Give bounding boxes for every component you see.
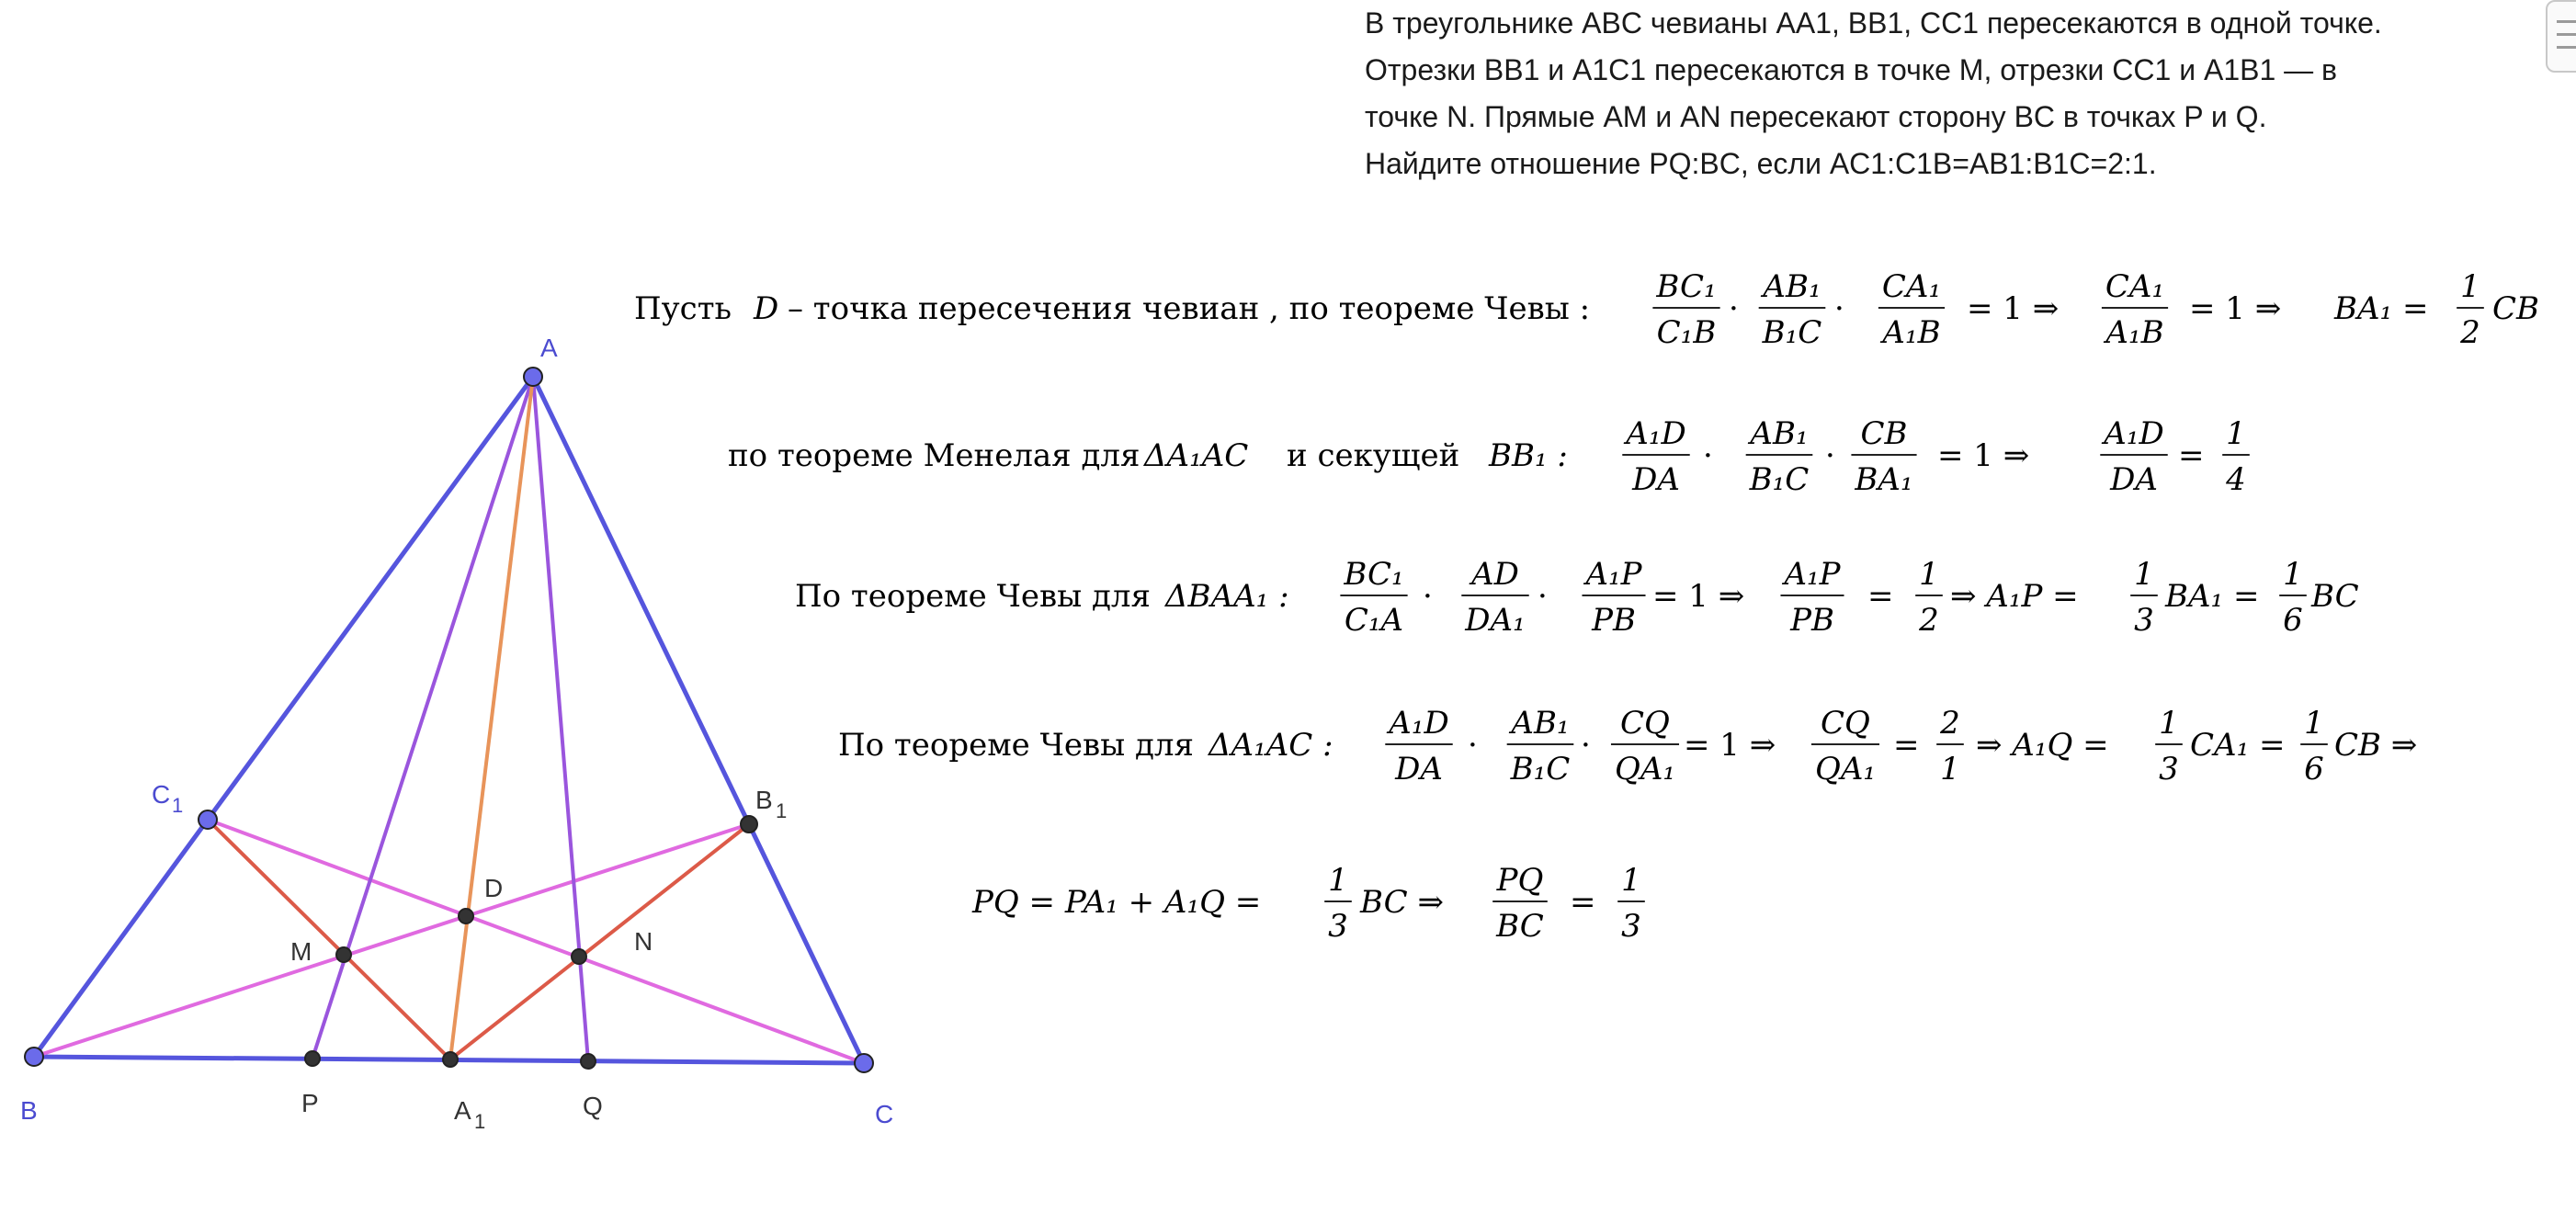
fraction (1461, 556, 1528, 639)
fraction-numerator: BC₁ (1656, 268, 1717, 305)
svg-text:BC: BC (2311, 578, 2359, 615)
fraction-numerator: 1 (2226, 415, 2246, 452)
svg-text:·: · (1423, 578, 1433, 615)
fraction (2300, 705, 2328, 787)
fraction-numerator: A₁D (1626, 415, 1686, 452)
fraction-numerator: CB (1860, 415, 1908, 452)
fraction (1851, 415, 1916, 498)
label-d: D (484, 874, 504, 902)
fraction (2279, 556, 2307, 639)
fraction-denominator: C₁B (1656, 314, 1717, 351)
fraction (1324, 862, 1352, 945)
fraction (1611, 705, 1679, 787)
fraction-denominator: BC (1496, 908, 1544, 945)
svg-text:= 1 ⇒: = 1 ⇒ (1937, 437, 2030, 474)
svg-text:По теореме Чевы для: По теореме Чевы для (795, 578, 1151, 615)
fraction (1936, 705, 1964, 787)
svg-text:=: = (1570, 884, 1596, 921)
svg-text:= 1 ⇒: = 1 ⇒ (1967, 290, 2060, 327)
fraction-numerator: CA₁ (1881, 268, 1942, 305)
svg-text:·: · (1825, 437, 1835, 474)
fraction-denominator: 6 (2304, 751, 2324, 787)
svg-text:CB: CB (2492, 290, 2539, 327)
problem-line-3: точке N. Прямые AM и AN пересекают сторону BC в точках P и Q. (1365, 100, 2267, 133)
fraction (1492, 862, 1548, 945)
fraction-denominator: QA₁ (1614, 751, 1676, 787)
fraction-numerator: 1 (2134, 556, 2154, 593)
solution-line-4 (838, 705, 2417, 787)
fraction-numerator: AB₁ (1763, 268, 1821, 305)
svg-text:=: = (1867, 578, 1894, 615)
fraction-denominator: QA₁ (1814, 751, 1877, 787)
fraction-numerator: 1 (2460, 268, 2480, 305)
fraction-denominator: A₁B (2105, 314, 2164, 351)
label-b1: B (755, 786, 773, 814)
solution-line-3 (795, 556, 2359, 639)
svg-text:BC ⇒: BC ⇒ (1360, 884, 1444, 921)
svg-text:CB ⇒: CB ⇒ (2334, 727, 2418, 764)
svg-text:⇒ A₁P =: ⇒ A₁P = (1950, 578, 2079, 615)
fraction-numerator: CQ (1620, 705, 1670, 742)
fraction (1617, 862, 1645, 945)
fraction (1878, 268, 1945, 351)
label-c1-subscript: 1 (172, 794, 184, 817)
fraction-numerator: A₁D (1389, 705, 1449, 742)
fraction-numerator: 1 (2283, 556, 2303, 593)
svg-text:BA₁ =: BA₁ = (2334, 290, 2429, 327)
fraction-denominator: A₁B (1882, 314, 1941, 351)
label-b1-subscript: 1 (776, 799, 788, 822)
label-p: P (301, 1089, 319, 1117)
svg-text:⇒ A₁Q =: ⇒ A₁Q = (1976, 727, 2109, 764)
fraction-numerator: A₁D (2104, 415, 2164, 452)
fraction-numerator: CA₁ (2105, 268, 2165, 305)
svg-text:ΔBAA₁ :: ΔBAA₁ : (1165, 578, 1289, 615)
fraction (2222, 415, 2250, 498)
fraction-numerator: AD (1471, 556, 1519, 593)
label-q: Q (583, 1092, 603, 1120)
fraction-denominator: 1 (1940, 751, 1960, 787)
problem-line-2: Отрезки BB1 и A1C1 пересекаются в точке M, отрезки CC1 и A1B1 — в (1365, 53, 2338, 86)
fraction-numerator: AB₁ (1511, 705, 1570, 742)
fraction-denominator: BA₁ (1855, 461, 1913, 498)
fraction-numerator: BC₁ (1344, 556, 1404, 593)
fraction-denominator: DA₁ (1465, 602, 1526, 639)
fraction (1915, 556, 1943, 639)
label-c1: C (152, 780, 171, 809)
fraction-numerator: AB₁ (1750, 415, 1809, 452)
svg-text:=: = (1893, 727, 1920, 764)
svg-text:BB₁ :: BB₁ : (1489, 437, 1568, 474)
svg-text:PQ = PA₁ + A₁Q =: PQ = PA₁ + A₁Q = (972, 884, 1262, 921)
fraction (1811, 705, 1879, 787)
fraction-numerator: 1 (2304, 705, 2324, 742)
svg-text:– точка пересечения чевиан , п: – точка пересечения чевиан , по теореме Чевы : (788, 290, 1591, 327)
fraction (2457, 268, 2484, 351)
solution-line-1 (634, 268, 2539, 351)
svg-text:по теореме Менелая для: по теореме Менелая для (728, 437, 1140, 474)
fraction-denominator: DA (1395, 751, 1443, 787)
svg-text:=: = (2178, 437, 2205, 474)
label-a1-subscript: 1 (474, 1110, 486, 1133)
fraction-denominator: DA (1632, 461, 1680, 498)
fraction (1340, 556, 1407, 639)
fraction-denominator: C₁A (1344, 602, 1404, 639)
fraction-denominator: PB (1592, 602, 1636, 639)
fraction (1746, 415, 1813, 498)
solution-line-5 (971, 862, 1645, 945)
fraction-denominator: 6 (2283, 602, 2303, 639)
fraction (1780, 556, 1844, 639)
fraction-denominator: DA (2110, 461, 2158, 498)
fraction (1582, 556, 1645, 639)
svg-text:·: · (1468, 727, 1478, 764)
fraction-numerator: CQ (1821, 705, 1870, 742)
label-m: M (290, 937, 312, 966)
fraction (1622, 415, 1689, 498)
fraction-numerator: 2 (1940, 705, 1960, 742)
fraction-denominator: 3 (1621, 908, 1641, 945)
fraction (2102, 268, 2168, 351)
svg-text:Пусть: Пусть (634, 290, 732, 327)
svg-text:·: · (1538, 578, 1548, 615)
problem-line-1: В треугольнике ABC чевианы AA1, BB1, CC1 пересекаются в одной точке. (1365, 6, 2382, 40)
fraction-numerator: PQ (1496, 862, 1544, 899)
svg-text:= 1 ⇒: = 1 ⇒ (1684, 727, 1776, 764)
fraction-numerator: A₁P (1784, 556, 1841, 593)
fraction (1507, 705, 1574, 787)
fraction (1385, 705, 1452, 787)
label-n: N (634, 927, 653, 956)
label-a: A (540, 334, 558, 362)
svg-text:·: · (1581, 727, 1591, 764)
label-a1: A (454, 1096, 471, 1125)
svg-text:По теореме Чевы для: По теореме Чевы для (838, 727, 1194, 764)
fraction-denominator: B₁C (1749, 461, 1810, 498)
svg-text:·: · (1729, 290, 1739, 327)
fraction-numerator: 1 (1621, 862, 1641, 899)
label-b: B (20, 1096, 38, 1125)
fraction-denominator: 3 (2159, 751, 2179, 787)
svg-text:D: D (754, 290, 779, 327)
fraction-numerator: A₁P (1585, 556, 1642, 593)
fraction-numerator: 1 (2159, 705, 2179, 742)
svg-text:CA₁ =: CA₁ = (2190, 727, 2286, 764)
svg-text:ΔA₁AC :: ΔA₁AC : (1209, 727, 1333, 764)
solution-line-2 (728, 415, 2250, 498)
fraction-denominator: 3 (2134, 602, 2154, 639)
problem-line-4: Найдите отношение PQ:BC, если AC1:C1B=AB1:B1C=2:1. (1365, 147, 2157, 180)
fraction-denominator: B₁C (1762, 314, 1822, 351)
fraction (2100, 415, 2167, 498)
fraction (1652, 268, 1719, 351)
fraction (2130, 556, 2158, 639)
label-c: C (875, 1100, 894, 1128)
fraction-denominator: PB (1790, 602, 1834, 639)
fraction (2155, 705, 2183, 787)
svg-text:и секущей: и секущей (1287, 437, 1460, 474)
svg-text:= 1 ⇒: = 1 ⇒ (2189, 290, 2282, 327)
svg-text:·: · (1834, 290, 1844, 327)
fraction-numerator: 1 (1328, 862, 1348, 899)
fraction-numerator: 1 (1919, 556, 1939, 593)
fraction (1759, 268, 1826, 351)
fraction-denominator: B₁C (1510, 751, 1571, 787)
svg-text:= 1 ⇒: = 1 ⇒ (1652, 578, 1745, 615)
fraction-denominator: 2 (1919, 602, 1939, 639)
svg-text:BA₁ =: BA₁ = (2165, 578, 2260, 615)
fraction-denominator: 2 (2460, 314, 2480, 351)
svg-text:ΔA₁AC: ΔA₁AC (1144, 437, 1249, 474)
svg-text:·: · (1703, 437, 1713, 474)
fraction-denominator: 4 (2226, 461, 2246, 498)
fraction-denominator: 3 (1328, 908, 1348, 945)
